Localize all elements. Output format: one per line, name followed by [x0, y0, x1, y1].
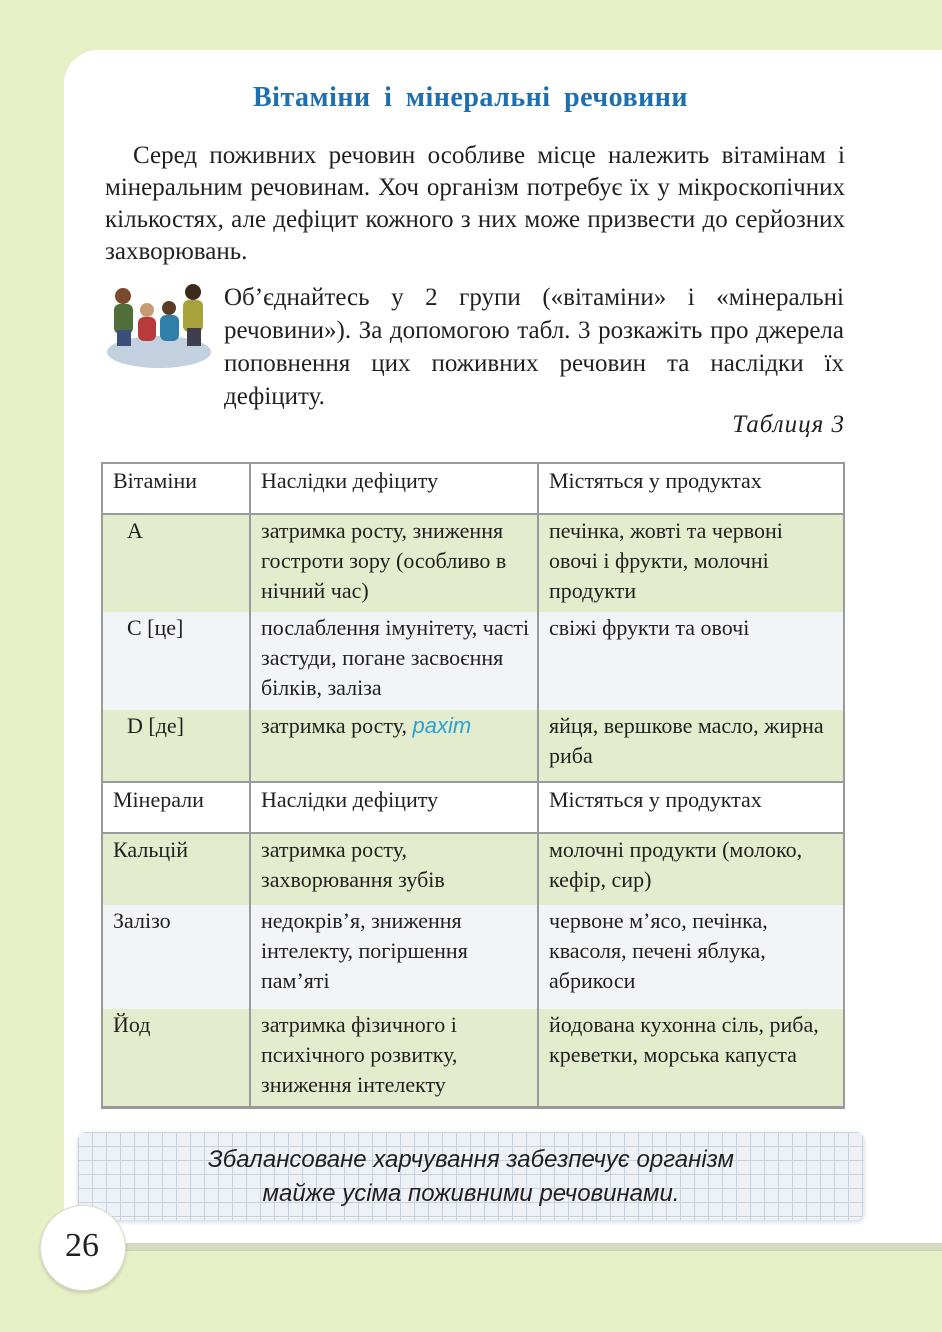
sources-cell: печінка, жовті та червоні овочі і фрукти, молочні продукти	[538, 514, 844, 612]
mineral-name: Кальцій	[102, 833, 250, 905]
vitamin-name: D [де]	[102, 710, 250, 782]
section-title: Вітаміни і мінеральні речовини	[252, 82, 689, 113]
header-cell: Мінерали	[102, 782, 250, 833]
group-task-text: Об’єднайтесь у 2 групи («вітаміни» і «мінеральні речовини»). За допомогою табл. 3 розкажіть про джерела поповнення цих поживних речовин та наслідки їх дефіциту.	[224, 284, 844, 410]
header-cell: Наслідки дефіциту	[250, 463, 538, 514]
highlighted-term: рахіт	[412, 713, 472, 738]
sources-cell: яйця, вершкове масло, жирна риба	[538, 710, 844, 782]
table-row	[102, 905, 844, 1009]
page-shadow	[64, 1243, 942, 1251]
header-cell: Містяться у продуктах	[538, 782, 844, 833]
vitamin-name: А	[102, 514, 250, 612]
deficit-cell	[250, 710, 538, 782]
table-header-minerals	[102, 782, 844, 833]
table-row	[102, 833, 844, 905]
table-row	[102, 612, 844, 710]
header-cell: Наслідки дефіциту	[250, 782, 538, 833]
mineral-name: Йод	[102, 1009, 250, 1107]
vitamin-name: С [це]	[102, 612, 250, 710]
sources-cell: червоне м’ясо, печінка, квасоля, печені яблука, абрикоси	[538, 905, 844, 1009]
conclusion-text	[78, 1143, 864, 1211]
nutrients-table	[101, 462, 845, 1109]
deficit-cell: затримка фізичного і психічного розвитку, зниження інтелекту	[250, 1009, 538, 1107]
table-header-vitamins	[102, 463, 844, 514]
deficit-cell: послаблення імунітету, часті застуди, погане засвоєння білків, заліза	[250, 612, 538, 710]
deficit-cell: недокрів’я, зниження інтелекту, погіршення пам’яті	[250, 905, 538, 1009]
table-row	[102, 1009, 844, 1107]
group-discussion-icon	[103, 274, 215, 374]
deficit-text: затримка росту,	[261, 713, 413, 738]
sources-cell: свіжі фрукти та овочі	[538, 612, 844, 710]
sources-cell: молочні продукти (молоко, кефір, сир)	[538, 833, 844, 905]
header-cell: Містяться у продуктах	[538, 463, 844, 514]
mineral-name: Залізо	[102, 905, 250, 1009]
conclusion-line-2: майже усіма поживними речовинами.	[262, 1180, 680, 1207]
deficit-cell: затримка росту, захворювання зубів	[250, 833, 538, 905]
table-row	[102, 710, 844, 782]
header-cell: Вітаміни	[102, 463, 250, 514]
page-number: 26	[65, 1227, 99, 1264]
table-caption: Таблиця 3	[732, 411, 845, 438]
intro-paragraph: Серед поживних речовин особливе місце належить вітамінам і мінеральним речовинам. Хоч організм потребує їх у мікроскопічних кількостях, але дефіцит кожного з них може призвести до серйозних захворювань.	[105, 142, 845, 265]
deficit-cell: затримка росту, зниження гостроти зору (особливо в нічний час)	[250, 514, 538, 612]
table-row	[102, 514, 844, 612]
sources-cell: йодована кухонна сіль, риба, креветки, морська капуста	[538, 1009, 844, 1107]
conclusion-line-1: Збалансоване харчування забезпечує організм	[208, 1146, 734, 1173]
